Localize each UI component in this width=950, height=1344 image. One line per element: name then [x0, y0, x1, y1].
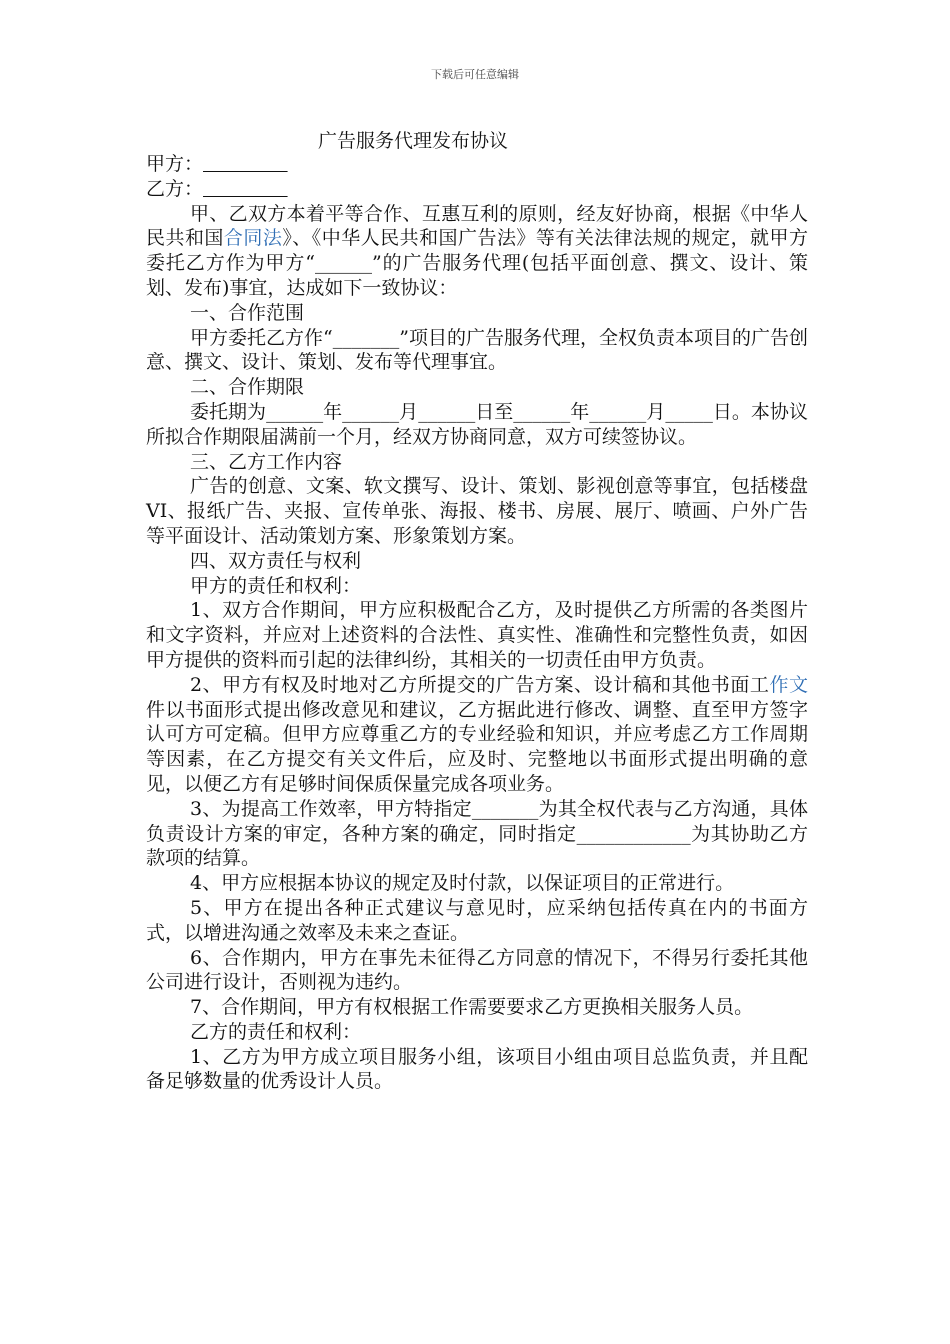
- a3-text-1: 3、为提高工作效率，甲方特指定: [190, 797, 472, 820]
- s2-blank-4: ______: [513, 400, 571, 423]
- party-a-label: 甲方：: [146, 153, 204, 175]
- party-a-duty-6: 6、合作期内，甲方在事先未征得乙方同意的情况下，不得另行委托其他公司进行设计，否则视为违约。: [146, 946, 808, 994]
- party-a-duty-7: 7、合作期间，甲方有权根据工作需要要求乙方更换相关服务人员。: [190, 996, 754, 1019]
- a3-blank-1: _______: [471, 797, 539, 820]
- zuowen-link[interactable]: 作文: [769, 673, 808, 696]
- s2-month-2: 月: [646, 400, 666, 423]
- a3-blank-2: _____: [576, 822, 625, 845]
- party-b-duty-1: 1、乙方为甲方成立项目服务小组，该项目小组由项目总监负责，并且配备足够数量的优秀设计人员。: [146, 1045, 808, 1093]
- section-3-heading: 三、乙方工作内容: [190, 450, 343, 473]
- party-a-duty-3: [146, 797, 808, 871]
- section-4-heading: 四、双方责任与权利: [190, 549, 362, 572]
- section-1-heading: 一、合作范围: [190, 301, 305, 324]
- s1-text-2: ”项目的广告服务代理，全权负责本项目的广告创意、撰文、设计、策划、发布等代理事宜。: [146, 326, 808, 374]
- intro-text-3: ”的广告服务代理(包括平面创意、撰文、设计、策划、发布)事宜，达成如下一致协议：: [146, 252, 808, 299]
- party-a-duty-1: 1、双方合作期间，甲方应积极配合乙方，及时提供乙方所需的各类图片和文字资料，并应对上述资料的合法性、真实性、准确性和完整性负责，如因甲方提供的资料而引起的法律纠纷，其相关的一切责任由甲方负责。: [146, 599, 808, 671]
- document-title: 广告服务代理发布协议: [318, 130, 509, 152]
- contract-law-link[interactable]: 合同法: [223, 227, 283, 250]
- intro-paragraph: [146, 202, 808, 301]
- a3-text-2: 为其全权代表与乙方沟通，具体负责设计方案的审定，各种方案的确定，同时指定: [146, 797, 808, 845]
- a3-blank-3: _______: [624, 822, 691, 845]
- party-a-duty-5: 5、甲方在提出各种正式建议与意见时，应采纳包括传真在内的书面方式，以增进沟通之效率及未来之查证。: [146, 896, 808, 944]
- intro-blank: ______: [314, 252, 372, 275]
- intro-text-2: 》、《中华人民共和国广告法》等有关法律法规的规定，就甲方委托乙方作为甲方“: [146, 227, 808, 275]
- a2-text-1: 2、甲方有权及时地对乙方所提交的广告方案、设计稿和其他书面工: [190, 673, 770, 696]
- section-2-body: [146, 400, 808, 450]
- section-2-heading: 二、合作期限: [190, 376, 305, 399]
- s2-blank-6: _____: [665, 400, 713, 423]
- header-note: 下载后可任意编辑: [431, 68, 519, 81]
- party-a-blank: [203, 153, 288, 175]
- party-a-line: [146, 152, 808, 177]
- s2-blank-1: ______: [266, 400, 324, 423]
- party-a-duty-4: 4、甲方应根据本协议的规定及时付款，以保证项目的正常进行。: [190, 872, 735, 895]
- party-b-label: 乙方：: [146, 177, 204, 200]
- a2-text-2: 件以书面形式提出修改意见和建议，乙方据此进行修改、调整、直至甲方签字认可方可定稿。但甲方应尊重乙方的专业经验和知识，并应考虑乙方工作周期等因素，在乙方提交有关文件后，应及时、完整地以书面形式提出明确的意见，以便乙方有足够时间保质保量完成各项业务。: [146, 698, 808, 795]
- intro-text-1: 甲、乙双方本着平等合作、互惠互利的原则，经友好协商，根据《中华人民共和国: [146, 202, 808, 250]
- s2-to: 日至: [475, 400, 514, 423]
- s2-year-1: 年: [323, 400, 343, 423]
- s1-text-1: 甲方委托乙方作“: [190, 326, 333, 349]
- section-1-body: [146, 326, 808, 376]
- s2-text-2: 日。本协议所拟合作期限届满前一个月，经双方协商同意，双方可续签协议。: [146, 400, 808, 448]
- party-b-duties-heading: 乙方的责任和权利：: [190, 1020, 362, 1043]
- section-3-body: 广告的创意、文案、软文撰写、设计、策划、影视创意等事宜，包括楼盘VI、报纸广告、夹报、宣传单张、海报、楼书、房展、展厅、喷画、户外广告等平面设计、活动策划方案、形象策划方案。: [146, 475, 808, 547]
- party-b-blank: [203, 178, 288, 200]
- document-body: [146, 152, 808, 1094]
- s2-year-2: 年: [570, 400, 590, 423]
- a3-text-3: 为其协助乙方款项的结算。: [146, 822, 808, 870]
- s2-blank-2: ______: [342, 400, 400, 423]
- party-b-line: [146, 177, 808, 202]
- party-a-duties-heading: 甲方的责任和权利：: [190, 574, 362, 597]
- s1-blank: _______: [332, 326, 400, 349]
- s2-blank-3: ______: [418, 400, 476, 423]
- s2-blank-5: ______: [589, 400, 647, 423]
- s2-text-1: 委托期为: [190, 400, 267, 423]
- party-a-duty-2: [146, 673, 808, 797]
- s2-month-1: 月: [399, 400, 419, 423]
